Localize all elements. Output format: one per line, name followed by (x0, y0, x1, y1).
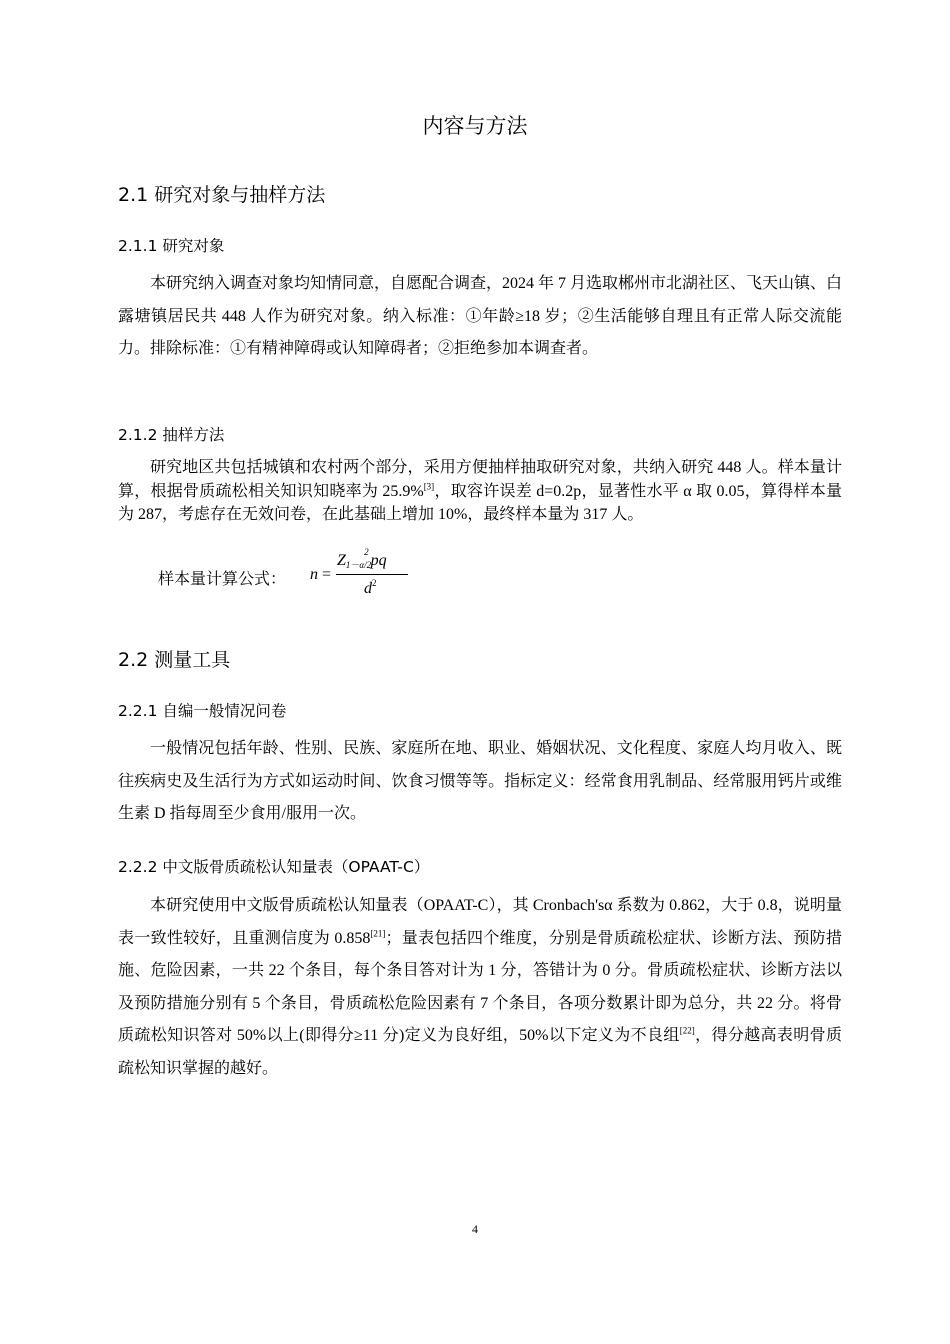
formula-denominator (364, 578, 377, 598)
citation-21: [21] (370, 928, 386, 939)
paragraph-sampling-method (118, 456, 842, 527)
citation-22: [22] (679, 1025, 695, 1036)
formula-label: 样本量计算公式： (158, 571, 287, 588)
formula-d: d (364, 580, 372, 597)
sampling-text-a: 研究地区共包括城镇和农村两个部分，采用方便抽样抽取研究对象，共纳入研究 448 人。样本量计算，根据骨质疏松相关知识知晓率为 25.9% (118, 459, 842, 500)
heading-2-2: 2.2 测量工具 (118, 649, 231, 671)
heading-2-2-1: 2.2.1 自编一般情况问卷 (118, 702, 287, 720)
opaat-text-a: 本研究使用中文版骨质疏松认知量表（OPAAT-C），其 Cronbach'sα 系数为 0.862，大于 0.8，说明量表一致性较好，且重测信度为 0.858 (118, 897, 842, 947)
formula-lhs: n (310, 566, 318, 583)
sample-size-formula (310, 547, 430, 604)
paragraph-research-subjects: 本研究纳入调查对象均知情同意，自愿配合调查，2024 年 7 月选取郴州市北湖社区、飞天山镇、白露塘镇居民共 448 人作为研究对象。纳入标准：①年龄≥18 岁；②生活能够自理且有正常人际交流能力。排除标准：①有精神障碍或认知障碍者；②拒绝参加本调查者。 (118, 275, 843, 357)
formula-numerator (337, 547, 387, 571)
page-number: 4 (472, 1222, 478, 1236)
paragraph-opaat-scale (118, 890, 842, 1085)
citation-3: [3] (423, 481, 435, 492)
heading-2-1-2: 2.1.2 抽样方法 (118, 426, 225, 444)
heading-2-2-2: 2.2.2 中文版骨质疏松认知量表（OPAAT-C） (118, 858, 430, 876)
sampling-text-b: ，取容许误差 d=0.2p，显著性水平 α 取 0.05，算得样本量为 287，考虑存在无效问卷，在此基础上增加 10%，最终样本量为 317 人。 (118, 482, 842, 523)
formula-z: Z (337, 552, 346, 569)
formula-d-superscript: 2 (372, 578, 377, 588)
opaat-text-b: ；量表包括四个维度，分别是骨质疏松症状、诊断方法、预防措施、危险因素，一共 22 个条目，每个条目答对计为 1 分，答错计为 0 分。骨质疏松症状、诊断方法以及预防措施分别有 5 个条目，骨质疏松危险因素有 7 个条目，各项分数累计即为总分，共 22 分。将骨质疏松知识答对 50%以上(即得分≥11 分)定义为良好组，50%以下定义为不良组 (118, 929, 842, 1044)
formula-pq: pq (370, 552, 387, 569)
heading-2-1: 2.1 研究对象与抽样方法 (118, 184, 326, 206)
paragraph-general-questionnaire: 一般情况包括年龄、性别、民族、家庭所在地、职业、婚姻状况、文化程度、家庭人均月收入、既往疾病史及生活行为方式如运动时间、饮食习惯等等。指标定义：经常食用乳制品、经常服用钙片或维生素 D 指每周至少食用/服用一次。 (118, 740, 842, 822)
formula-z-subscript: 1－α/2 (345, 560, 372, 570)
opaat-text-c: ，得分越高表明骨质疏松知识掌握的越好。 (118, 1027, 842, 1077)
formula-z-superscript: 2 (364, 547, 369, 557)
heading-2-1-1: 2.1.1 研究对象 (118, 237, 225, 255)
section-title: 内容与方法 (422, 114, 528, 138)
formula-equals: = (322, 566, 332, 583)
formula-fraction-bar (336, 574, 408, 575)
